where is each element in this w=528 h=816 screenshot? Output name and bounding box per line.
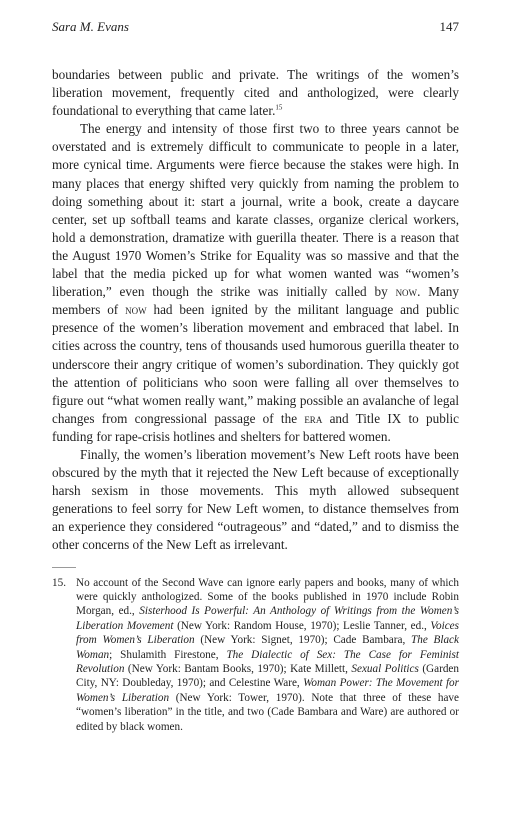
paragraph-1-text: boundaries between public and private. The writings of the women’s liberation movement, frequently cited and anthologized, were clearly foundational to everything that came later. [52,67,459,119]
footnote-15 [52,576,459,734]
paragraph-2-text-b: . Many members of [52,284,459,318]
footnote-text-part: (Garden City, NY: Doubleday, 1970); and Celestine Ware, [76,662,459,690]
footnote-book-title: The Black Woman [76,634,459,661]
footnote-book-title: Sexual Politics [351,662,419,675]
paragraph-2-text-a: The energy and intensity of those first two to three years cannot be overstated and is extremely difficult to communicate to people in a later, more cynical time. Arguments were fierce because the stakes were high. In many places that energy shifted very quickly from naming the problem to doing something about it: start a journal, write a book, create a daycare center, set up softball teams and karate classes, organize clerical workers, hold a demonstration, dramatize with guerilla theater. There is a reason that the August 1970 Women’s Strike for Equality was so massive and that the label that the media picked up for what women wanted was “women’s liberation,” even though the strike was initially called by [52,121,459,300]
footnote-text-part: ; Shulamith Firestone, [109,648,227,661]
paragraph-3: Finally, the women’s liberation movement’s New Left roots have been obscured by the myth that it rejected the New Left because of exceptionally harsh sexism in those movements. This myth allowed subsequent generations to feel sorry for New Left women, to distance themselves from an experience they considered “outrageous” and “dated,” and to dismiss the other concerns of the New Left as irrelevant. [52,446,459,553]
footnote-book-title: The Dialectic of Sex: The Case for Feminist Revolution [76,648,459,675]
footnote-book-title: Voices from Women’s Liberation [76,619,459,647]
paragraph-2 [52,120,459,446]
acronym-now: now [125,302,147,318]
footnote-book-title: Woman Power: The Movement for Women’s Liberation [76,677,459,704]
acronym-now: now [395,284,418,300]
footnote-text-part: (New York: Bantam Books, 1970); Kate Millett, [124,662,352,675]
paragraph-2-text-c: had been ignited by the militant language and public presence of the women’s liberation movement and embraced that label. In cities across the country, tens of thousands used humorous guerilla theater to underscore their angry critique of women’s subordination. They quickly got the attention of politicians who soon were falling all over themselves to figure out “what women really want,” making possible an avalanche of legal changes from congressional passage of the [52,302,459,426]
running-head [52,18,459,36]
footnote-reference: 15 [275,103,283,112]
page-number: 147 [439,19,459,34]
footnote-divider [52,567,76,568]
book-page [52,18,459,734]
footnotes [52,576,459,734]
footnote-text-part: No account of the Second Wave can ignore early papers and books, many of which were quickly anthologized. Some of the books published in 1970 include Robin Morgan, ed., [76,576,459,618]
paragraph-1 [52,66,459,120]
running-head-author: Sara M. Evans [52,19,129,34]
footnote-text-part: (New York: Random House, 1970); Leslie Tanner, ed., [173,619,431,632]
footnote-book-title: Sisterhood Is Powerful: An Anthology of Writings from the Women’s Liberation Movement [76,605,460,632]
footnote-text-part: (New York: Tower, 1970). Note that three of these have “women’s liberation” in the title, and two (Cade Bambara and Ware) are authored or edited by black women. [76,691,459,733]
acronym-era: era [304,410,323,426]
footnote-text-part: (New York: Signet, 1970); Cade Bambara, [194,634,411,647]
paragraph-2-text-d: and Title IX to public funding for rape-crisis hotlines and shelters for battered women. [52,410,460,444]
footnote-number: 15. [52,576,66,589]
footnote-text [76,576,459,734]
body-text [52,66,459,555]
